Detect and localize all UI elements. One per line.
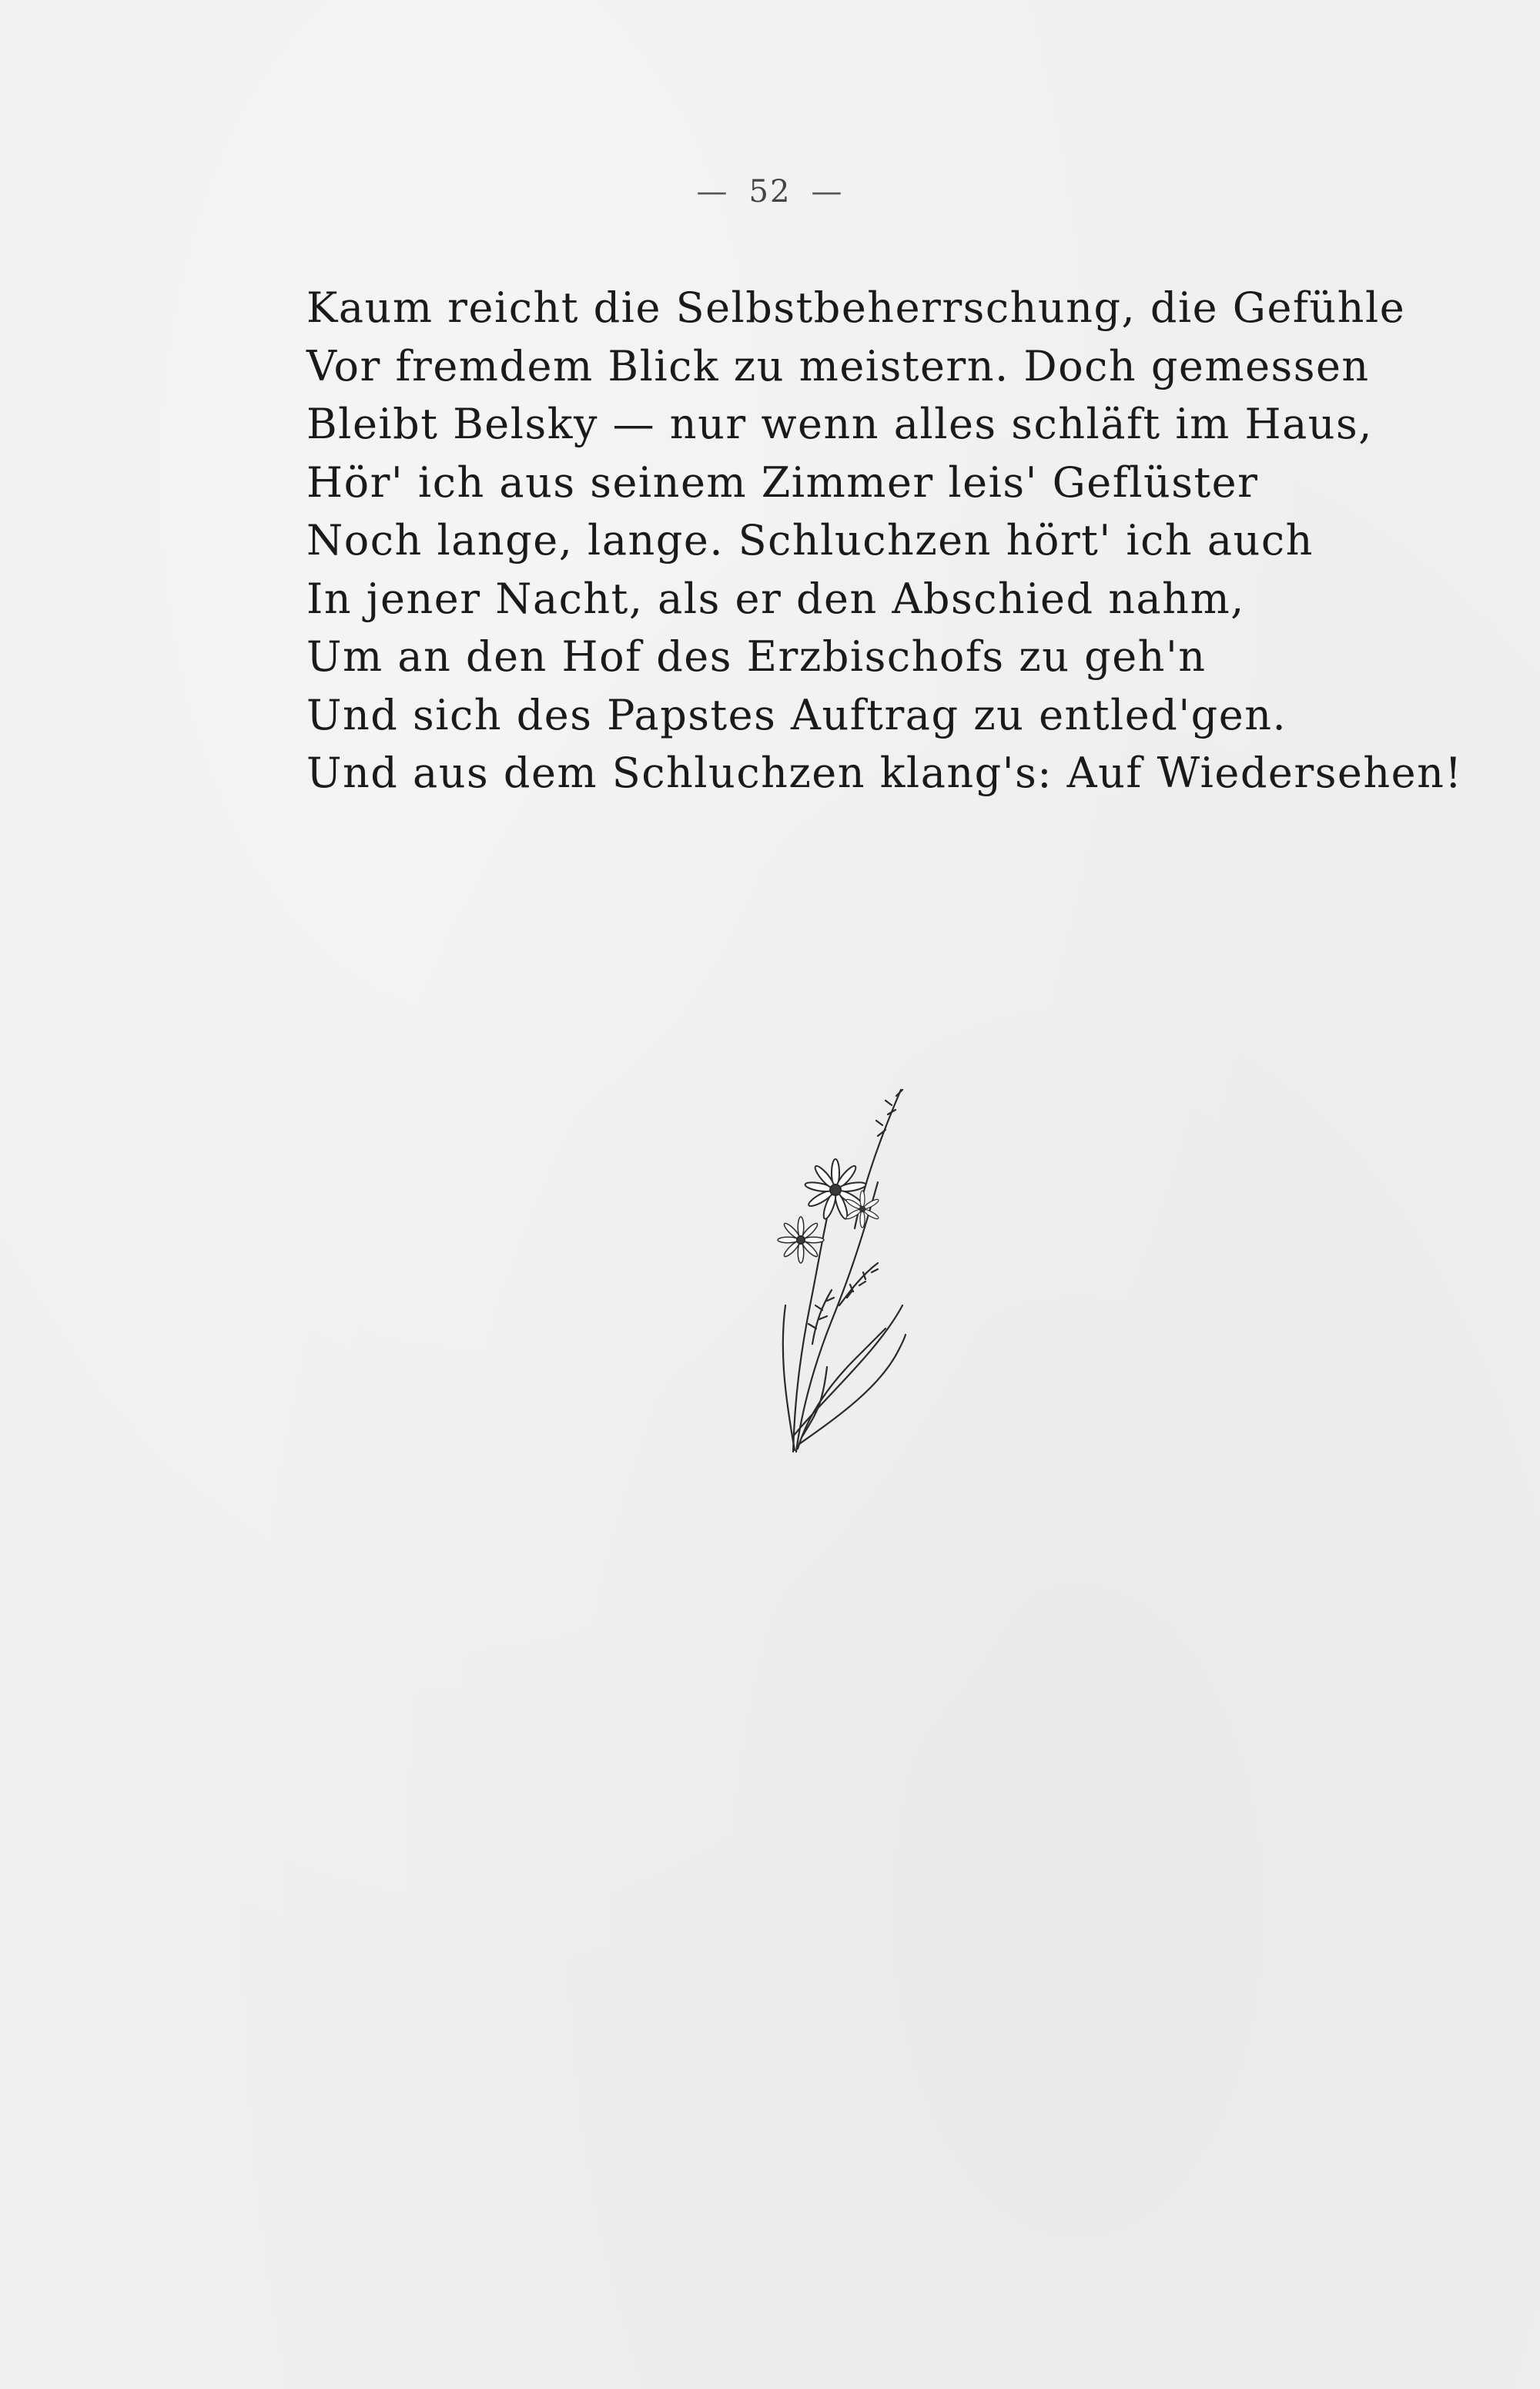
page-number: 52 xyxy=(748,174,792,209)
verse-line: Vor fremdem Blick zu meistern. Doch gemessen xyxy=(306,341,1370,390)
verse-line: Hör' ich aus seinem Zimmer leis' Geflüster xyxy=(306,457,1259,507)
verse-line: In jener Nacht, als er den Abschied nahm, xyxy=(306,574,1245,623)
page-number-dash-right: — xyxy=(811,174,844,209)
page-number-header xyxy=(0,174,1540,209)
verse-line: Und sich des Papstes Auftrag zu entled'gen. xyxy=(306,690,1287,739)
verse-line: Und aus dem Schluchzen klang's: Auf Wiedersehen! xyxy=(306,749,1463,797)
poem-stanza xyxy=(306,279,1463,802)
wildflower-sprig-icon xyxy=(762,1074,916,1459)
verse-line: Um an den Hof des Erzbischofs zu geh'n xyxy=(306,632,1207,681)
page-number-dash-left: — xyxy=(696,174,729,209)
verse-line: Kaum reicht die Selbstbeherrschung, die Gefühle xyxy=(306,283,1406,332)
verse-line: Bleibt Belsky — nur wenn alles schläft im Haus, xyxy=(306,400,1373,448)
verse-line: Noch lange, lange. Schluchzen hört' ich auch xyxy=(306,516,1314,565)
